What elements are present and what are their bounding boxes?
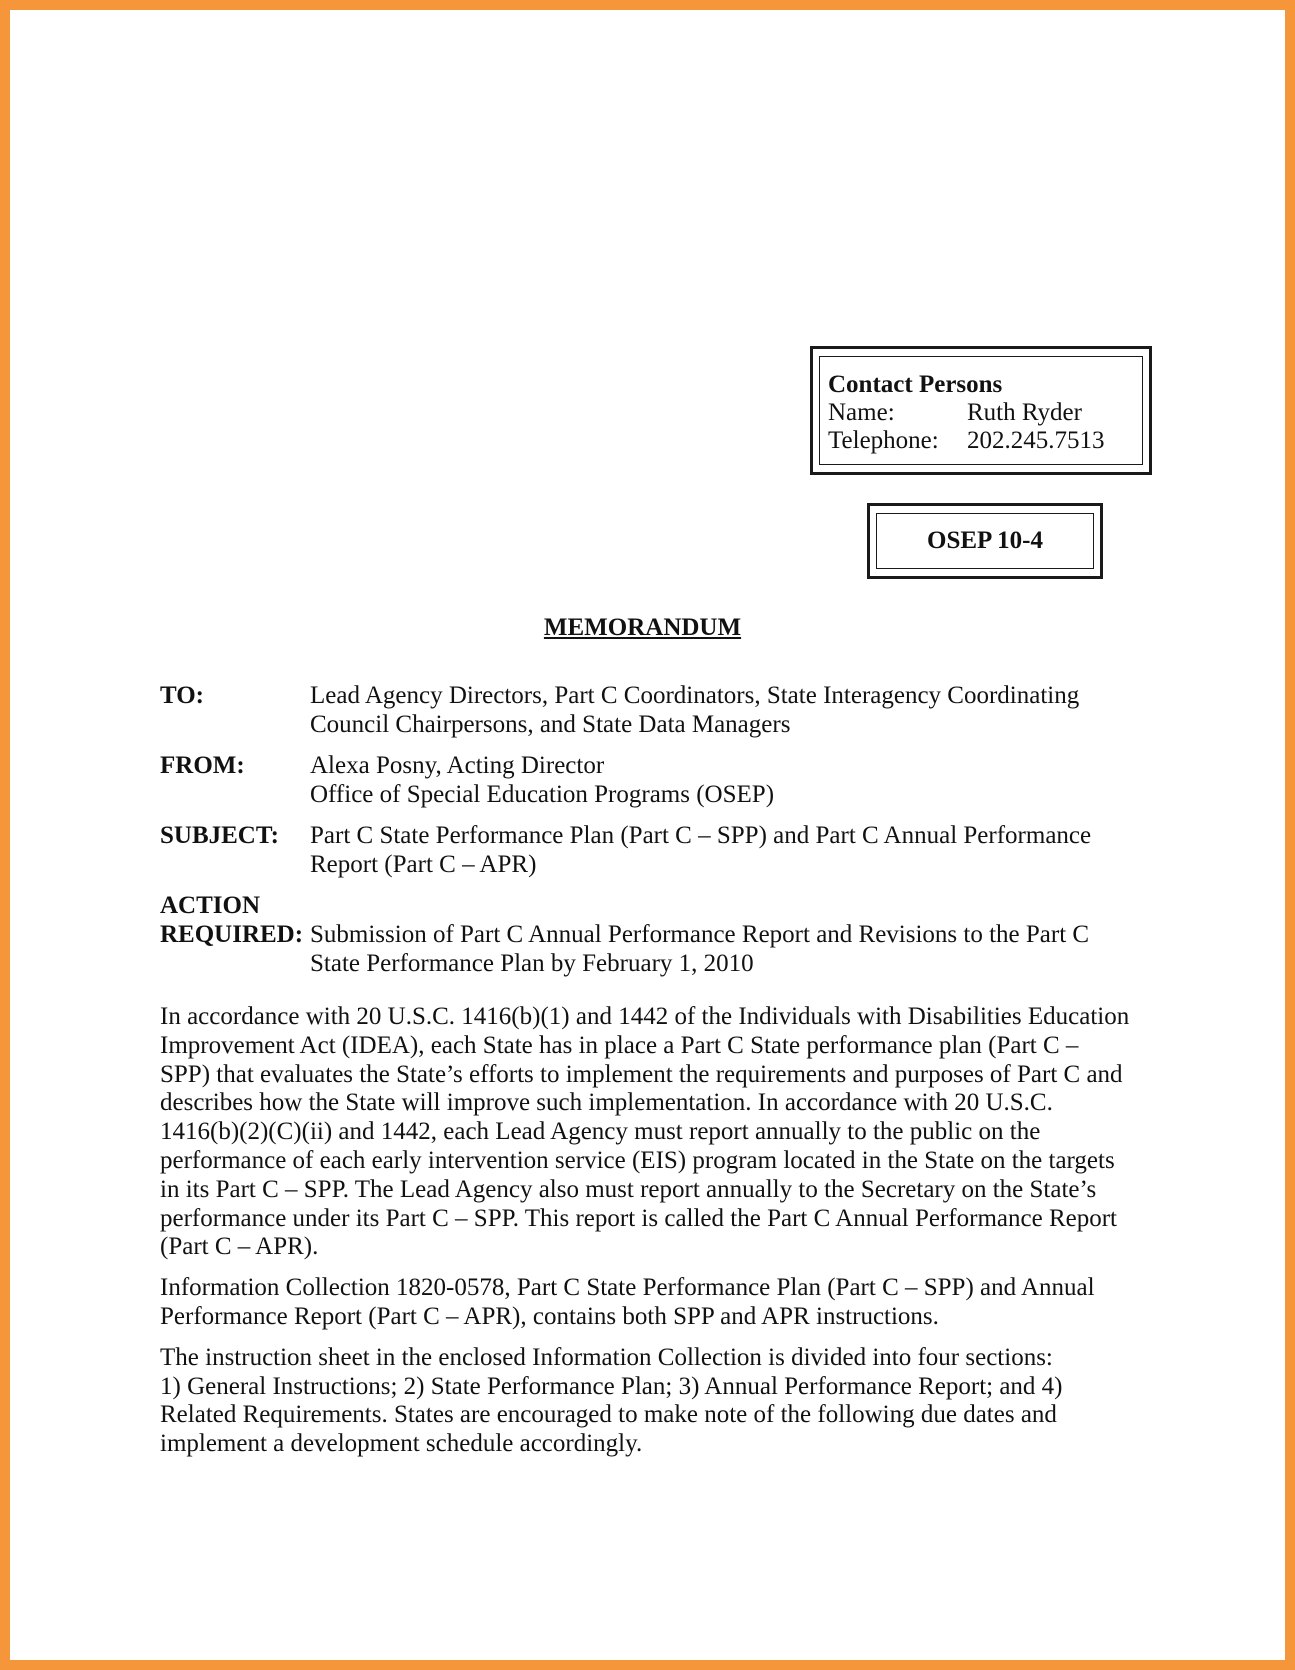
contact-heading: Contact Persons (828, 371, 1003, 398)
memo-header (160, 681, 1140, 990)
paragraph-3 (160, 1344, 1140, 1459)
paragraph-line: In accordance with 20 U.S.C. 1416(b)(1) and 1442 of the Individuals with Disabilities Education (160, 1003, 1130, 1030)
from-value (310, 751, 1140, 809)
paragraph-line: SPP) that evaluates the State’s efforts to implement the requirements and purposes of Part C and (160, 1060, 1123, 1088)
contact-phone-row (828, 427, 1142, 455)
contact-phone-value: 202.245.7513 (967, 427, 1105, 454)
memo-code-box (867, 503, 1103, 579)
paragraph-line: Information Collection 1820-0578, Part C State Performance Plan (Part C – SPP) and Annual (160, 1274, 1095, 1302)
contact-persons-box (810, 346, 1152, 475)
paragraph-line: describes how the State will improve such implementation. In accordance with 20 U.S.C. (160, 1089, 1053, 1117)
memo-body (160, 1003, 1140, 1471)
subject-line: Part C State Performance Plan (Part C – SPP) and Part C Annual Performance (310, 822, 1092, 849)
paragraph-line: The instruction sheet in the enclosed Information Collection is divided into four sections: (160, 1343, 1053, 1371)
memo-code: OSEP 10-4 (876, 513, 1094, 569)
action-value (310, 920, 1140, 978)
to-value (310, 681, 1140, 739)
paragraph-line: 1416(b)(2)(C)(ii) and 1442, each Lead Agency must report annually to the public on the (160, 1118, 1041, 1146)
paragraph-line: performance under its Part C – SPP. This report is called the Part C Annual Performance Report (160, 1204, 1117, 1232)
to-line: Lead Agency Directors, Part C Coordinators, State Interagency Coordinating (310, 682, 1080, 709)
contact-name-label: Name: (828, 399, 895, 426)
action-line: Submission of Part C Annual Performance Report and Revisions to the Part C (310, 921, 1090, 948)
memo-title: MEMORANDUM (543, 614, 742, 641)
to-row (160, 681, 1140, 739)
contact-phone-label: Telephone: (828, 427, 939, 454)
memo-title-wrap (0, 614, 1295, 642)
paragraph-line: performance of each early intervention service (EIS) program located in the State on the targets (160, 1146, 1115, 1174)
paragraph-line: in its Part C – SPP. The Lead Agency also must report annually to the Secretary on the State’s (160, 1175, 1097, 1203)
contact-name-row (828, 399, 1142, 427)
contact-persons-inner (819, 356, 1143, 465)
action-row (160, 920, 1140, 978)
action-line: State Performance Plan by February 1, 2010 (310, 950, 754, 977)
contact-name-value: Ruth Ryder (967, 399, 1082, 426)
paragraph-line: 1) General Instructions; 2) State Performance Plan; 3) Annual Performance Report; and 4) (160, 1372, 1063, 1400)
subject-label: SUBJECT: (160, 822, 280, 849)
subject-row (160, 821, 1140, 879)
from-label: FROM: (160, 752, 245, 779)
subject-line: Report (Part C – APR) (310, 851, 537, 878)
paragraph-line: Related Requirements. States are encouraged to make note of the following due dates and (160, 1401, 1057, 1429)
action-label: REQUIRED: (160, 921, 304, 948)
paragraph-2 (160, 1274, 1140, 1332)
paragraph-line: implement a development schedule accordingly. (160, 1430, 643, 1458)
paragraph-line: (Part C – APR). (160, 1233, 319, 1261)
to-label: TO: (160, 682, 204, 709)
from-row (160, 751, 1140, 809)
action-label-top: ACTION (160, 892, 261, 919)
paragraph-line: Performance Report (Part C – APR), contains both SPP and APR instructions. (160, 1302, 939, 1330)
from-line: Office of Special Education Programs (OSEP) (310, 781, 775, 808)
subject-value (310, 821, 1140, 879)
paragraph-1 (160, 1003, 1140, 1262)
from-line: Alexa Posny, Acting Director (310, 752, 605, 779)
paragraph-line: Improvement Act (IDEA), each State has in place a Part C State performance plan (Part C – (160, 1031, 1079, 1059)
to-line: Council Chairpersons, and State Data Managers (310, 711, 791, 738)
